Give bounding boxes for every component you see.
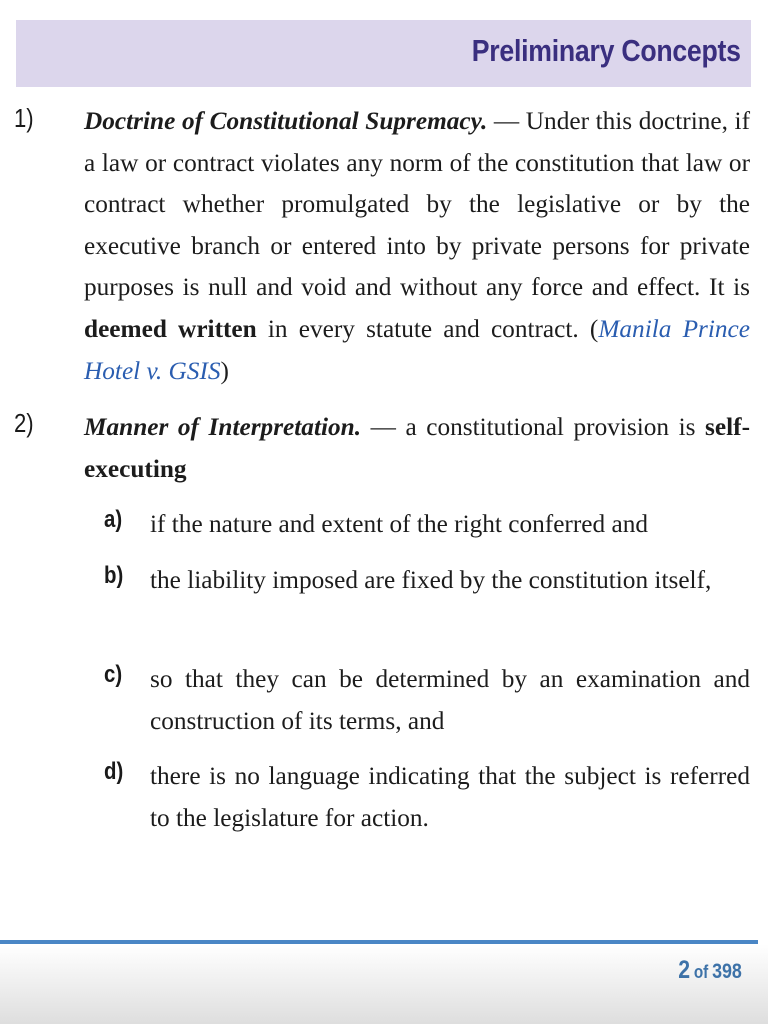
doctrine-term: Doctrine of Constitutional Supremacy.: [84, 107, 488, 135]
item-2-paragraph: [84, 407, 750, 490]
item-number: 2): [14, 408, 34, 438]
subitem-label: a): [104, 506, 123, 533]
subitem-text: there is no language indicating that the subject is referred to the legislature for action.: [150, 762, 750, 832]
total-pages: 398: [712, 960, 742, 983]
of-label: of: [693, 962, 709, 982]
subitem-text: so that they can be determined by an examination and construction of its terms, and: [150, 665, 750, 735]
page-indicator: [678, 956, 742, 985]
dash: —: [487, 107, 526, 135]
subitem-label: c): [104, 661, 123, 688]
case-citation-link[interactable]: Manila Prince Hotel v. GSIS: [84, 314, 750, 385]
interpretation-term: Manner of Interpretation.: [84, 413, 362, 441]
item-number: 1): [14, 103, 34, 133]
header-banner: [16, 20, 751, 87]
footer-bar: [0, 944, 768, 1024]
page-title: Preliminary Concepts: [472, 33, 741, 68]
current-page: 2: [678, 956, 691, 984]
interpretation-text: a constitutional provision is: [405, 413, 706, 441]
doctrine-text-cont: in every statute and contract. (: [256, 314, 599, 343]
subitem-text: the liability imposed are fixed by the constitution itself,: [150, 566, 712, 594]
subitem-label: b): [104, 562, 124, 589]
closing-paren: ): [220, 356, 229, 385]
item-1-paragraph: [84, 101, 750, 392]
subitem-text: if the nature and extent of the right conferred and: [150, 510, 648, 538]
self-executing-emphasis: self-executing: [84, 413, 750, 483]
deemed-written-emphasis: deemed written: [84, 314, 257, 343]
doctrine-text: Under this doctrine, if a law or contract violates any norm of the constitution that law or contract whether promulgated by the legislative or by the executive branch or entered into by private persons for private purposes is null and void and without any force and effect. It is: [84, 107, 750, 302]
dash: —: [361, 413, 406, 441]
subitem-label: d): [104, 758, 124, 785]
